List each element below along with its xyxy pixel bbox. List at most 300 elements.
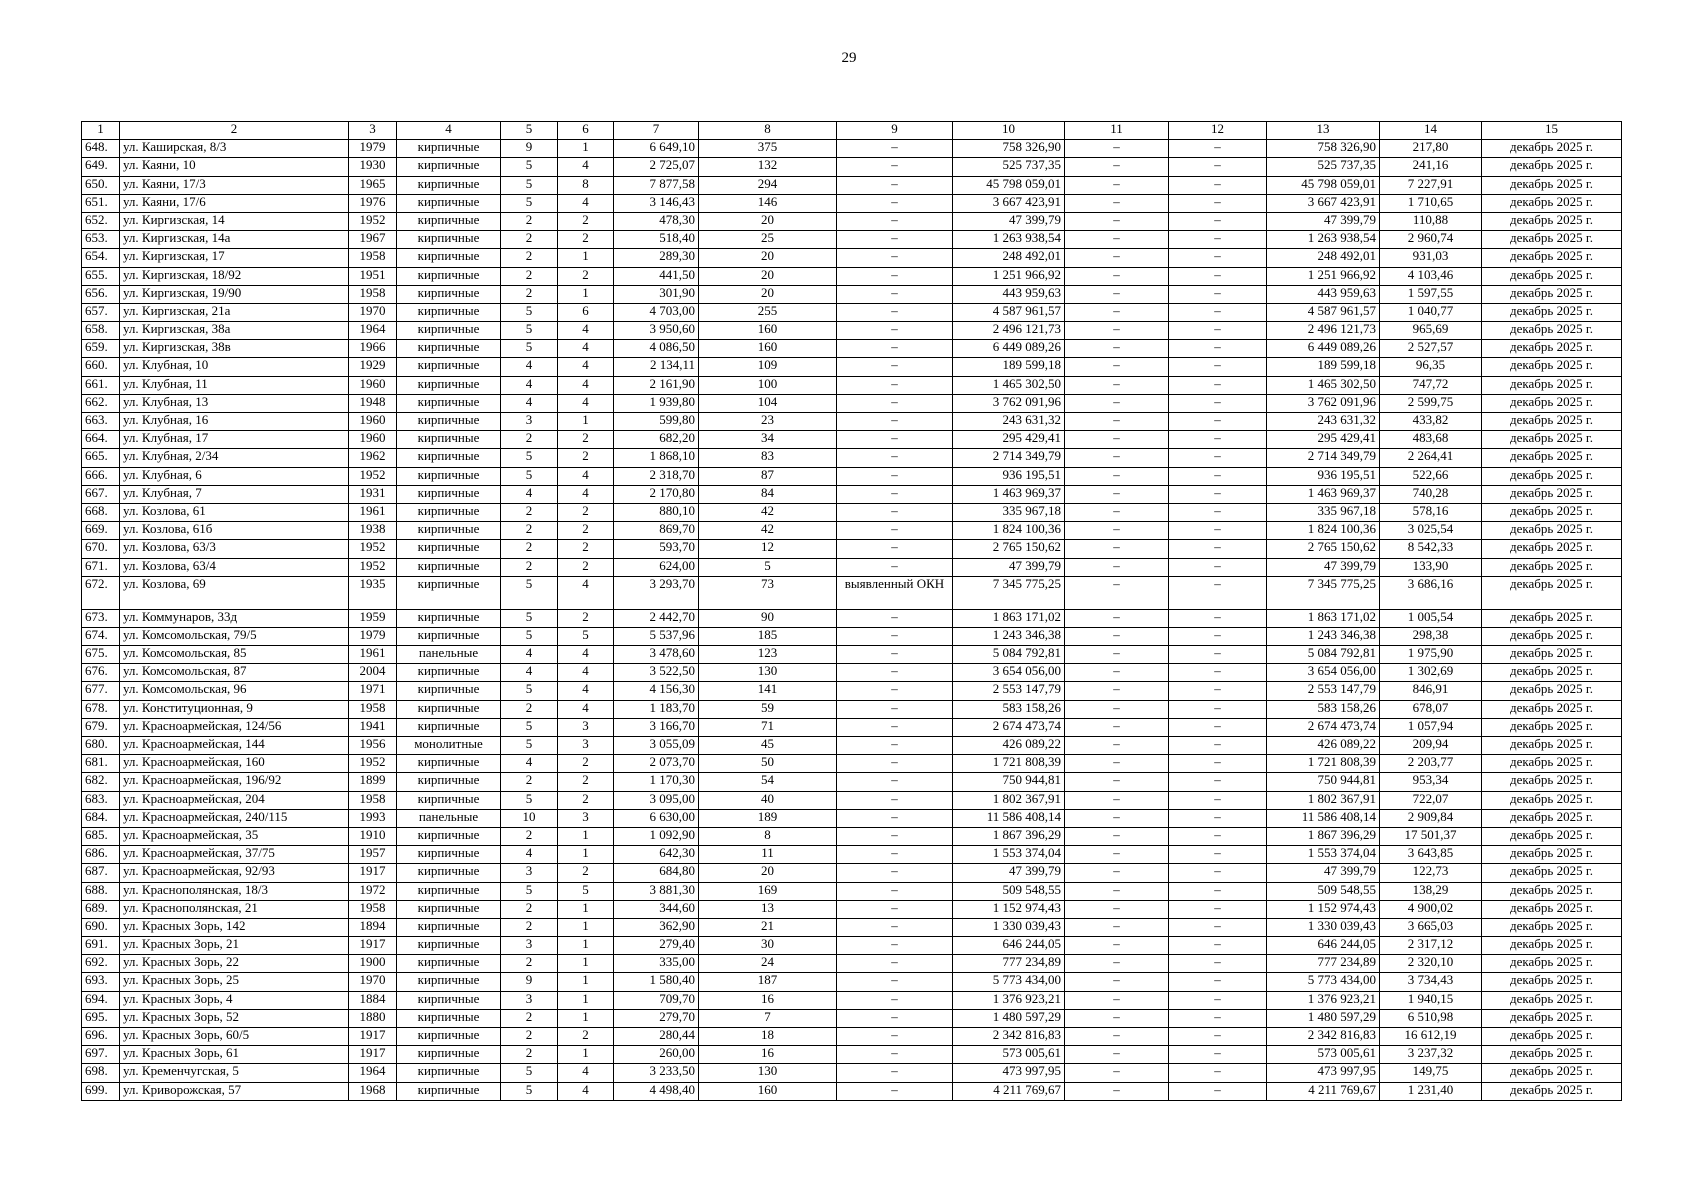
address-cell: ул. Красных Зорь, 21	[120, 937, 349, 955]
wall-material-cell: кирпичные	[397, 467, 501, 485]
total-cost-cell: 5 084 792,81	[953, 646, 1065, 664]
floors-cell: 5	[501, 737, 558, 755]
deadline-cell: декабрь 2025 г.	[1482, 522, 1622, 540]
cost-per-sqm-cell: 1 597,55	[1380, 285, 1482, 303]
deadline-cell: декабрь 2025 г.	[1482, 900, 1622, 918]
residents-cell: 84	[699, 485, 837, 503]
address-cell: ул. Красноармейская, 37/75	[120, 846, 349, 864]
address-cell: ул. Красных Зорь, 61	[120, 1046, 349, 1064]
col-11-cell: –	[1065, 303, 1169, 321]
entrances-cell: 4	[558, 576, 614, 609]
wall-material-cell: кирпичные	[397, 827, 501, 845]
col-12-cell: –	[1169, 737, 1267, 755]
year-built-cell: 1952	[349, 558, 397, 576]
cost-col-13-cell: 2 342 816,83	[1267, 1028, 1380, 1046]
col-12-cell: –	[1169, 467, 1267, 485]
deadline-cell: декабрь 2025 г.	[1482, 918, 1622, 936]
row-number-cell: 698.	[82, 1064, 120, 1082]
entrances-cell: 2	[558, 231, 614, 249]
wall-material-cell: кирпичные	[397, 718, 501, 736]
cost-col-13-cell: 750 944,81	[1267, 773, 1380, 791]
deadline-cell: декабрь 2025 г.	[1482, 809, 1622, 827]
residents-cell: 169	[699, 882, 837, 900]
entrances-cell: 1	[558, 140, 614, 158]
wall-material-cell: кирпичные	[397, 864, 501, 882]
area-cell: 3 522,50	[614, 664, 699, 682]
cost-per-sqm-cell: 931,03	[1380, 249, 1482, 267]
year-built-cell: 1970	[349, 303, 397, 321]
address-cell: ул. Красных Зорь, 4	[120, 991, 349, 1009]
heritage-status-cell: –	[837, 755, 953, 773]
residents-cell: 59	[699, 700, 837, 718]
col-11-cell: –	[1065, 267, 1169, 285]
address-cell: ул. Киргизская, 19/90	[120, 285, 349, 303]
cost-col-13-cell: 5 084 792,81	[1267, 646, 1380, 664]
area-cell: 6 649,10	[614, 140, 699, 158]
deadline-cell: декабрь 2025 г.	[1482, 627, 1622, 645]
cost-col-13-cell: 583 158,26	[1267, 700, 1380, 718]
heritage-status-cell: –	[837, 627, 953, 645]
address-cell: ул. Красноармейская, 124/56	[120, 718, 349, 736]
residents-cell: 13	[699, 900, 837, 918]
year-built-cell: 1957	[349, 846, 397, 864]
address-cell: ул. Красноармейская, 160	[120, 755, 349, 773]
total-cost-cell: 1 867 396,29	[953, 827, 1065, 845]
floors-cell: 4	[501, 394, 558, 412]
area-cell: 709,70	[614, 991, 699, 1009]
year-built-cell: 1966	[349, 340, 397, 358]
total-cost-cell: 7 345 775,25	[953, 576, 1065, 609]
entrances-cell: 1	[558, 900, 614, 918]
table-row	[82, 576, 1622, 609]
area-cell: 3 950,60	[614, 322, 699, 340]
residents-cell: 20	[699, 864, 837, 882]
floors-cell: 2	[501, 918, 558, 936]
wall-material-cell: кирпичные	[397, 376, 501, 394]
deadline-cell: декабрь 2025 г.	[1482, 485, 1622, 503]
cost-per-sqm-cell: 2 317,12	[1380, 937, 1482, 955]
heritage-status-cell: –	[837, 646, 953, 664]
cost-per-sqm-cell: 747,72	[1380, 376, 1482, 394]
col-11-cell: –	[1065, 231, 1169, 249]
cost-per-sqm-cell: 8 542,33	[1380, 540, 1482, 558]
year-built-cell: 1958	[349, 249, 397, 267]
residents-cell: 141	[699, 682, 837, 700]
col-12-cell: –	[1169, 882, 1267, 900]
cost-col-13-cell: 243 631,32	[1267, 413, 1380, 431]
wall-material-cell: кирпичные	[397, 322, 501, 340]
area-cell: 2 170,80	[614, 485, 699, 503]
wall-material-cell: кирпичные	[397, 576, 501, 609]
col-12-cell: –	[1169, 340, 1267, 358]
column-header-6: 6	[558, 122, 614, 140]
table-row	[82, 231, 1622, 249]
floors-cell: 5	[501, 176, 558, 194]
column-header-12: 12	[1169, 122, 1267, 140]
entrances-cell: 4	[558, 700, 614, 718]
total-cost-cell: 1 480 597,29	[953, 1009, 1065, 1027]
address-cell: ул. Красных Зорь, 60/5	[120, 1028, 349, 1046]
year-built-cell: 1979	[349, 140, 397, 158]
residents-cell: 130	[699, 664, 837, 682]
total-cost-cell: 646 244,05	[953, 937, 1065, 955]
cost-col-13-cell: 1 465 302,50	[1267, 376, 1380, 394]
address-cell: ул. Красных Зорь, 142	[120, 918, 349, 936]
total-cost-cell: 2 765 150,62	[953, 540, 1065, 558]
floors-cell: 5	[501, 609, 558, 627]
total-cost-cell: 1 263 938,54	[953, 231, 1065, 249]
table-row	[82, 791, 1622, 809]
deadline-cell: декабрь 2025 г.	[1482, 322, 1622, 340]
wall-material-cell: кирпичные	[397, 285, 501, 303]
entrances-cell: 4	[558, 376, 614, 394]
row-number-cell: 665.	[82, 449, 120, 467]
heritage-status-cell: –	[837, 140, 953, 158]
area-cell: 1 170,30	[614, 773, 699, 791]
address-cell: ул. Каяни, 17/6	[120, 194, 349, 212]
total-cost-cell: 2 714 349,79	[953, 449, 1065, 467]
wall-material-cell: кирпичные	[397, 267, 501, 285]
entrances-cell: 2	[558, 864, 614, 882]
address-cell: ул. Киргизская, 18/92	[120, 267, 349, 285]
wall-material-cell: кирпичные	[397, 627, 501, 645]
cost-per-sqm-cell: 678,07	[1380, 700, 1482, 718]
row-number-cell: 695.	[82, 1009, 120, 1027]
floors-cell: 5	[501, 791, 558, 809]
area-cell: 478,30	[614, 212, 699, 230]
address-cell: ул. Козлова, 61б	[120, 522, 349, 540]
col-12-cell: –	[1169, 791, 1267, 809]
cost-per-sqm-cell: 3 665,03	[1380, 918, 1482, 936]
floors-cell: 4	[501, 358, 558, 376]
col-11-cell: –	[1065, 864, 1169, 882]
address-cell: ул. Клубная, 10	[120, 358, 349, 376]
deadline-cell: декабрь 2025 г.	[1482, 394, 1622, 412]
wall-material-cell: кирпичные	[397, 1064, 501, 1082]
year-built-cell: 1952	[349, 467, 397, 485]
table-header	[82, 122, 1622, 140]
cost-col-13-cell: 525 737,35	[1267, 158, 1380, 176]
floors-cell: 2	[501, 522, 558, 540]
residents-cell: 42	[699, 503, 837, 521]
residents-cell: 130	[699, 1064, 837, 1082]
residents-cell: 255	[699, 303, 837, 321]
table-row	[82, 358, 1622, 376]
table-row	[82, 737, 1622, 755]
entrances-cell: 5	[558, 882, 614, 900]
wall-material-cell: кирпичные	[397, 340, 501, 358]
row-number-cell: 680.	[82, 737, 120, 755]
address-cell: ул. Краснополянская, 18/3	[120, 882, 349, 900]
wall-material-cell: кирпичные	[397, 1009, 501, 1027]
area-cell: 3 095,00	[614, 791, 699, 809]
table-row	[82, 322, 1622, 340]
table-row	[82, 540, 1622, 558]
address-cell: ул. Каяни, 10	[120, 158, 349, 176]
entrances-cell: 1	[558, 846, 614, 864]
col-12-cell: –	[1169, 646, 1267, 664]
table-row	[82, 503, 1622, 521]
entrances-cell: 8	[558, 176, 614, 194]
cost-per-sqm-cell: 2 960,74	[1380, 231, 1482, 249]
heritage-status-cell: –	[837, 918, 953, 936]
table-row	[82, 718, 1622, 736]
col-11-cell: –	[1065, 522, 1169, 540]
deadline-cell: декабрь 2025 г.	[1482, 431, 1622, 449]
residents-cell: 104	[699, 394, 837, 412]
col-12-cell: –	[1169, 827, 1267, 845]
deadline-cell: декабрь 2025 г.	[1482, 194, 1622, 212]
year-built-cell: 1880	[349, 1009, 397, 1027]
wall-material-cell: кирпичные	[397, 664, 501, 682]
wall-material-cell: кирпичные	[397, 955, 501, 973]
total-cost-cell: 45 798 059,01	[953, 176, 1065, 194]
entrances-cell: 1	[558, 973, 614, 991]
col-11-cell: –	[1065, 1028, 1169, 1046]
entrances-cell: 1	[558, 1009, 614, 1027]
heritage-status-cell: –	[837, 1064, 953, 1082]
deadline-cell: декабрь 2025 г.	[1482, 609, 1622, 627]
entrances-cell: 4	[558, 1064, 614, 1082]
address-cell: ул. Криворожская, 57	[120, 1082, 349, 1100]
wall-material-cell: кирпичные	[397, 700, 501, 718]
total-cost-cell: 758 326,90	[953, 140, 1065, 158]
year-built-cell: 1961	[349, 503, 397, 521]
floors-cell: 5	[501, 340, 558, 358]
heritage-status-cell: –	[837, 431, 953, 449]
year-built-cell: 1967	[349, 231, 397, 249]
residents-cell: 16	[699, 991, 837, 1009]
row-number-cell: 684.	[82, 809, 120, 827]
wall-material-cell: кирпичные	[397, 682, 501, 700]
entrances-cell: 2	[558, 522, 614, 540]
residents-cell: 187	[699, 973, 837, 991]
col-12-cell: –	[1169, 285, 1267, 303]
deadline-cell: декабрь 2025 г.	[1482, 718, 1622, 736]
heritage-status-cell: –	[837, 467, 953, 485]
area-cell: 2 134,11	[614, 358, 699, 376]
year-built-cell: 1952	[349, 212, 397, 230]
floors-cell: 5	[501, 467, 558, 485]
address-cell: ул. Клубная, 11	[120, 376, 349, 394]
year-built-cell: 1968	[349, 1082, 397, 1100]
wall-material-cell: кирпичные	[397, 773, 501, 791]
col-11-cell: –	[1065, 1009, 1169, 1027]
entrances-cell: 4	[558, 467, 614, 485]
year-built-cell: 1951	[349, 267, 397, 285]
area-cell: 441,50	[614, 267, 699, 285]
entrances-cell: 5	[558, 627, 614, 645]
deadline-cell: декабрь 2025 г.	[1482, 449, 1622, 467]
residents-cell: 20	[699, 267, 837, 285]
floors-cell: 4	[501, 846, 558, 864]
floors-cell: 5	[501, 303, 558, 321]
floors-cell: 2	[501, 212, 558, 230]
row-number-cell: 678.	[82, 700, 120, 718]
cost-per-sqm-cell: 138,29	[1380, 882, 1482, 900]
deadline-cell: декабрь 2025 г.	[1482, 1082, 1622, 1100]
col-11-cell: –	[1065, 503, 1169, 521]
column-header-7: 7	[614, 122, 699, 140]
cost-col-13-cell: 777 234,89	[1267, 955, 1380, 973]
deadline-cell: декабрь 2025 г.	[1482, 413, 1622, 431]
area-cell: 682,20	[614, 431, 699, 449]
total-cost-cell: 1 553 374,04	[953, 846, 1065, 864]
table-row	[82, 249, 1622, 267]
entrances-cell: 4	[558, 322, 614, 340]
cost-per-sqm-cell: 965,69	[1380, 322, 1482, 340]
cost-col-13-cell: 443 959,63	[1267, 285, 1380, 303]
col-11-cell: –	[1065, 449, 1169, 467]
total-cost-cell: 1 824 100,36	[953, 522, 1065, 540]
row-number-cell: 691.	[82, 937, 120, 955]
total-cost-cell: 1 251 966,92	[953, 267, 1065, 285]
cost-col-13-cell: 1 376 923,21	[1267, 991, 1380, 1009]
cost-col-13-cell: 473 997,95	[1267, 1064, 1380, 1082]
floors-cell: 4	[501, 646, 558, 664]
col-11-cell: –	[1065, 322, 1169, 340]
cost-per-sqm-cell: 1 040,77	[1380, 303, 1482, 321]
wall-material-cell: кирпичные	[397, 991, 501, 1009]
entrances-cell: 3	[558, 809, 614, 827]
floors-cell: 2	[501, 700, 558, 718]
year-built-cell: 1962	[349, 449, 397, 467]
heritage-status-cell: –	[837, 1046, 953, 1064]
row-number-cell: 694.	[82, 991, 120, 1009]
cost-col-13-cell: 1 263 938,54	[1267, 231, 1380, 249]
table-row	[82, 413, 1622, 431]
wall-material-cell: кирпичные	[397, 522, 501, 540]
cost-col-13-cell: 3 667 423,91	[1267, 194, 1380, 212]
wall-material-cell: кирпичные	[397, 140, 501, 158]
floors-cell: 5	[501, 882, 558, 900]
entrances-cell: 4	[558, 340, 614, 358]
col-12-cell: –	[1169, 918, 1267, 936]
residents-cell: 109	[699, 358, 837, 376]
deadline-cell: декабрь 2025 г.	[1482, 158, 1622, 176]
heritage-status-cell: –	[837, 1028, 953, 1046]
deadline-cell: декабрь 2025 г.	[1482, 558, 1622, 576]
row-number-cell: 652.	[82, 212, 120, 230]
address-cell: ул. Красноармейская, 196/92	[120, 773, 349, 791]
heritage-status-cell: –	[837, 991, 953, 1009]
entrances-cell: 3	[558, 737, 614, 755]
column-number-row	[82, 122, 1622, 140]
cost-col-13-cell: 1 867 396,29	[1267, 827, 1380, 845]
heritage-status-cell: –	[837, 1082, 953, 1100]
table-row	[82, 522, 1622, 540]
table-row	[82, 1082, 1622, 1100]
cost-per-sqm-cell: 1 302,69	[1380, 664, 1482, 682]
wall-material-cell: монолитные	[397, 737, 501, 755]
total-cost-cell: 2 674 473,74	[953, 718, 1065, 736]
col-12-cell: –	[1169, 540, 1267, 558]
residents-cell: 90	[699, 609, 837, 627]
year-built-cell: 1910	[349, 827, 397, 845]
area-cell: 1 092,90	[614, 827, 699, 845]
col-11-cell: –	[1065, 285, 1169, 303]
residents-cell: 30	[699, 937, 837, 955]
table-row	[82, 158, 1622, 176]
cost-per-sqm-cell: 3 025,54	[1380, 522, 1482, 540]
total-cost-cell: 6 449 089,26	[953, 340, 1065, 358]
col-12-cell: –	[1169, 176, 1267, 194]
table-row	[82, 900, 1622, 918]
col-12-cell: –	[1169, 231, 1267, 249]
cost-col-13-cell: 936 195,51	[1267, 467, 1380, 485]
heritage-status-cell: –	[837, 303, 953, 321]
wall-material-cell: кирпичные	[397, 1028, 501, 1046]
floors-cell: 2	[501, 900, 558, 918]
floors-cell: 5	[501, 627, 558, 645]
entrances-cell: 2	[558, 773, 614, 791]
table-row	[82, 809, 1622, 827]
wall-material-cell: кирпичные	[397, 900, 501, 918]
floors-cell: 2	[501, 267, 558, 285]
wall-material-cell: кирпичные	[397, 231, 501, 249]
col-11-cell: –	[1065, 646, 1169, 664]
col-11-cell: –	[1065, 882, 1169, 900]
col-11-cell: –	[1065, 140, 1169, 158]
col-12-cell: –	[1169, 503, 1267, 521]
entrances-cell: 1	[558, 955, 614, 973]
year-built-cell: 1884	[349, 991, 397, 1009]
heritage-status-cell: –	[837, 846, 953, 864]
floors-cell: 4	[501, 376, 558, 394]
row-number-cell: 670.	[82, 540, 120, 558]
entrances-cell: 4	[558, 1082, 614, 1100]
row-number-cell: 699.	[82, 1082, 120, 1100]
col-11-cell: –	[1065, 194, 1169, 212]
deadline-cell: декабрь 2025 г.	[1482, 1064, 1622, 1082]
column-header-15: 15	[1482, 122, 1622, 140]
column-header-1: 1	[82, 122, 120, 140]
col-11-cell: –	[1065, 558, 1169, 576]
deadline-cell: декабрь 2025 г.	[1482, 267, 1622, 285]
row-number-cell: 696.	[82, 1028, 120, 1046]
table-row	[82, 1009, 1622, 1027]
heritage-status-cell: –	[837, 955, 953, 973]
col-11-cell: –	[1065, 576, 1169, 609]
col-12-cell: –	[1169, 937, 1267, 955]
table-row	[82, 176, 1622, 194]
total-cost-cell: 573 005,61	[953, 1046, 1065, 1064]
total-cost-cell: 243 631,32	[953, 413, 1065, 431]
row-number-cell: 672.	[82, 576, 120, 609]
cost-per-sqm-cell: 1 057,94	[1380, 718, 1482, 736]
year-built-cell: 1935	[349, 576, 397, 609]
year-built-cell: 1917	[349, 937, 397, 955]
residents-cell: 12	[699, 540, 837, 558]
entrances-cell: 2	[558, 449, 614, 467]
address-cell: ул. Киргизская, 38в	[120, 340, 349, 358]
col-11-cell: –	[1065, 664, 1169, 682]
area-cell: 289,30	[614, 249, 699, 267]
total-cost-cell: 1 330 039,43	[953, 918, 1065, 936]
year-built-cell: 1952	[349, 540, 397, 558]
year-built-cell: 1917	[349, 1028, 397, 1046]
column-header-11: 11	[1065, 122, 1169, 140]
wall-material-cell: панельные	[397, 646, 501, 664]
col-12-cell: –	[1169, 158, 1267, 176]
col-12-cell: –	[1169, 664, 1267, 682]
address-cell: ул. Красноармейская, 240/115	[120, 809, 349, 827]
address-cell: ул. Киргизская, 14а	[120, 231, 349, 249]
table-row	[82, 955, 1622, 973]
row-number-cell: 685.	[82, 827, 120, 845]
address-cell: ул. Козлова, 63/4	[120, 558, 349, 576]
residents-cell: 34	[699, 431, 837, 449]
